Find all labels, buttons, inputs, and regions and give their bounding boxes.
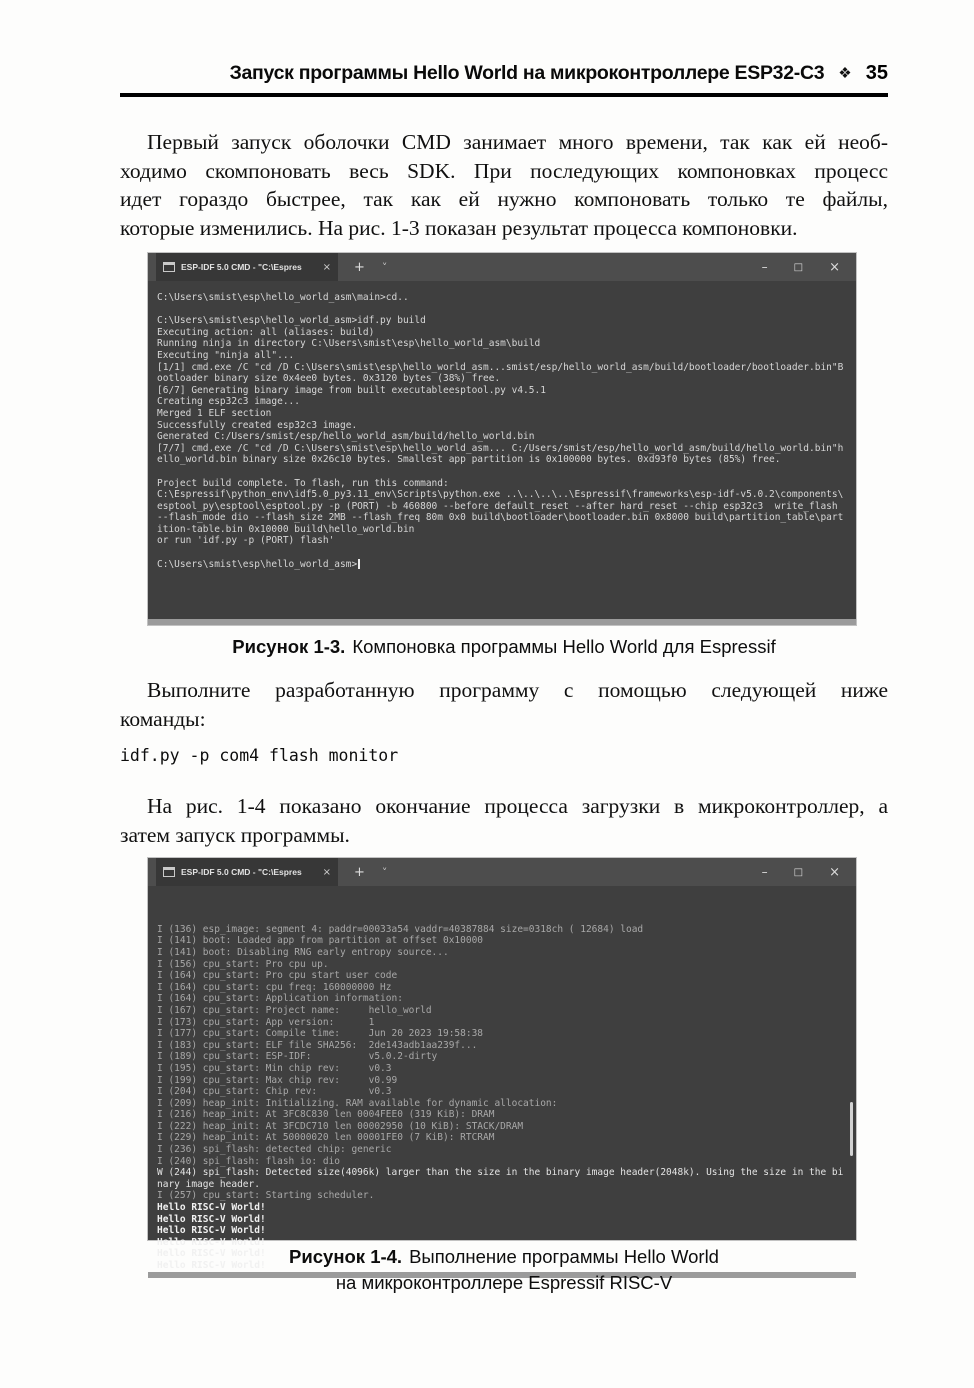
terminal-line: I (164) cpu_start: cpu freq: 160000000 Hz [157,981,392,993]
tab-title: ESP-IDF 5.0 CMD - "C:\Espres [181,867,302,877]
terminal-line: I (177) cpu_start: Compile time: Jun 20 2023 19:58:38 [157,1028,484,1040]
terminal-window-build [148,253,856,625]
terminal-tab[interactable] [156,253,338,281]
maximize-icon[interactable]: □ [793,261,804,273]
terminal-line: nary image header. [157,1178,260,1190]
terminal-line: Creating esp32c3 image... [157,396,300,408]
terminal-line: I (141) boot: Loaded app from partition at offset 0x10000 [157,935,484,947]
paragraph-line: На рис. 1-4 показано окончание процесса загрузки в микроконтроллер, а [147,794,888,818]
caption-label: Рисунок 1-4. [289,1246,403,1267]
terminal-line: C:\Users\smist\esp\hello_world_asm\main>cd.. [157,292,409,303]
terminal-line [157,304,848,316]
terminal-line: Hello RISC-V World! [157,1248,266,1260]
terminal-line: Merged 1 ELF section [157,407,272,419]
tab-close-icon[interactable]: × [322,261,331,273]
paragraph-line: которые изменились. На рис. 1-3 показан результат процесса компоновки. [120,215,798,240]
terminal-line [157,466,848,478]
terminal-line: I (257) cpu_start: Starting scheduler. [157,1190,375,1202]
page-number: 35 [865,62,888,84]
terminal-line: I (240) spi_flash: flash io: dio [157,1155,341,1167]
caption-line [120,1244,888,1270]
terminal-line: I (164) cpu_start: Application information: [157,993,403,1005]
scrollbar-thumb[interactable] [850,1102,853,1156]
terminal-titlebar[interactable] [148,858,856,886]
terminal-line: I (183) cpu_start: ELF file SHA256: 2de143adb1aa239f... [157,1039,478,1051]
cmd-window-icon [163,867,175,877]
terminal-line: I (209) heap_init: Initializing. RAM available for dynamic allocation: [157,1097,558,1109]
terminal-line: Hello RISC-V World! [157,1260,266,1271]
terminal-line: I (189) cpu_start: ESP-IDF: v5.0.2-dirty [157,1051,438,1063]
page-header [120,62,888,92]
caption-text: Выполнение программы Hello World [409,1246,719,1267]
terminal-line: [7/7] cmd.exe /C "cd /D C:\Users\smist\esp\hello_world_asm... C:/Users/smist/esp/hello_world_asm/build/hello_world.bin"h [157,442,844,454]
terminal-tab[interactable] [156,858,338,886]
terminal-line: ello_world.bin binary size 0x26c10 bytes. Smallest app partition is 0x100000 bytes. 0xd93f0 bytes (85%) free. [157,454,781,466]
maximize-icon[interactable]: □ [793,866,804,878]
terminal-line: Hello RISC-V World! [157,1236,266,1248]
terminal-line: I (141) boot: Disabling RNG early entropy source... [157,946,449,958]
terminal-line: I (195) cpu_start: Min chip rev: v0.3 [157,1062,392,1074]
caption-line: на микроконтроллере Espressif RISC-V [335,1272,673,1293]
paragraph-3 [120,792,888,849]
paragraph-line: затем запуск программы. [120,822,350,847]
diamond-ornament-icon: ❖ [838,65,852,82]
text-cursor [358,559,360,569]
terminal-line: I (216) heap_init: At 3FC8C830 len 0004FEE0 (319 KiB): DRAM [157,1109,495,1121]
tab-title: ESP-IDF 5.0 CMD - "C:\Espres [181,262,302,272]
terminal-line: I (236) spi_flash: detected chip: generic [157,1144,392,1156]
terminal-line: or run 'idf.py -p (PORT) flash' [157,535,335,547]
terminal-line: Running ninja in directory C:\Users\smist\esp\hello_world_asm\build [157,338,541,350]
terminal-line: --flash_mode dio --flash_size 2MB --flash_freq 80m 0x0 build\bootloader\bootloader.bin 0x8000 build\partition_table\part [157,512,844,524]
new-tab-button[interactable]: + [354,259,365,275]
caption-text: Компоновка программы Hello World для Espressif [352,636,776,657]
terminal-output [148,886,856,1272]
paragraph-line: Выполните разработанную программу с помощью следующей ниже [147,678,888,702]
terminal-line: Project build complete. To flash, run this command: [157,477,449,489]
figure-caption-1-3 [120,634,888,660]
terminal-line: Successfully created esp32c3 image. [157,419,358,431]
window-bottom-edge [148,619,856,625]
paragraph-line: идет гораздо быстрее, так как ей нужно компоновать только те файлы, [120,187,888,212]
paragraph-2 [120,676,888,733]
terminal-line: Hello RISC-V World! [157,1225,266,1237]
terminal-line: I (222) heap_init: At 3FCDC710 len 00002950 (10 KiB): STACK/DRAM [157,1120,524,1132]
terminal-line: W (244) spi_flash: Detected size(4096k) larger than the size in the binary image header(2048k). Using the size in the bi [157,1167,844,1179]
terminal-line: ition-table.bin 0x10000 build\hello_world.bin [157,523,415,535]
terminal-line: I (167) cpu_start: Project name: hello_world [157,1004,432,1016]
terminal-line: Hello RISC-V World! [157,1213,266,1225]
close-icon[interactable]: × [829,864,840,880]
terminal-line: Executing "ninja all"... [157,349,295,361]
terminal-output [148,281,856,619]
terminal-line: esptool_py\esptool\esptool.py -p (PORT) -b 460800 --before default_reset --after hard_reset --chip esp32c3 write_flash [157,500,838,512]
tab-dropdown-icon[interactable]: ˅ [381,865,388,879]
terminal-titlebar[interactable] [148,253,856,281]
terminal-line: [6/7] Generating binary image from built executableesptool.py v4.5.1 [157,384,546,396]
paragraph-1 [120,128,888,242]
terminal-line: I (164) cpu_start: Pro cpu start user code [157,970,398,982]
terminal-line: Hello RISC-V World! [157,1202,266,1214]
new-tab-button[interactable]: + [354,864,365,880]
minimize-icon[interactable]: – [761,260,768,274]
tab-dropdown-icon[interactable]: ˅ [381,260,388,274]
paragraph-line: ходимо скомпоновать весь SDK. При последующих компоновках процесс [120,158,888,183]
header-title: Запуск программы Hello World на микроконтроллере ESP32-C3 [229,62,825,84]
paragraph-line: Первый запуск оболочки CMD занимает много времени, так как ей необ- [147,130,888,154]
terminal-line: I (156) cpu_start: Pro cpu up. [157,958,329,970]
terminal-line: ootloader binary size 0x4ee0 bytes. 0x3120 bytes (38%) free. [157,373,501,385]
terminal-line: Generated C:/Users/smist/esp/hello_world_asm/build/hello_world.bin [157,431,535,443]
terminal-line: C:\Espressif\python_env\idf5.0_py3.11_env\Scripts\python.exe ..\..\..\..\Espressif\frameworks\esp-idf-v5.0.2\components\ [157,489,844,501]
figure-caption-1-4 [120,1244,888,1296]
tab-close-icon[interactable]: × [322,866,331,878]
terminal-line: C:\Users\smist\esp\hello_world_asm>idf.py build [157,315,426,327]
cmd-window-icon [163,262,175,272]
command-code-line: idf.py -p com4 flash monitor [120,746,399,765]
terminal-line [157,547,848,559]
terminal-line: C:\Users\smist\esp\hello_world_asm> [157,559,848,571]
terminal-line: Executing action: all (aliases: build) [157,326,375,338]
close-icon[interactable]: × [829,259,840,275]
header-rule [120,93,888,97]
window-controls [762,260,840,275]
terminal-line: I (229) heap_init: At 50000020 len 00001FE0 (7 KiB): RTCRAM [157,1132,495,1144]
terminal-line: I (199) cpu_start: Max chip rev: v0.99 [157,1074,398,1086]
paragraph-line: команды: [120,706,206,731]
terminal-line: [1/1] cmd.exe /C "cd /D C:\Users\smist\esp\hello_world_asm...smist/esp/hello_world_asm/build/bootloader/bootloader.bin"B [157,361,844,373]
terminal-line: I (136) esp_image: segment 4: paddr=00033a54 vaddr=40387884 size=0318ch ( 12684) load [157,923,644,935]
terminal-line: I (204) cpu_start: Chip rev: v0.3 [157,1086,392,1098]
terminal-line: I (173) cpu_start: App version: 1 [157,1016,375,1028]
minimize-icon[interactable]: – [761,865,768,879]
caption-label: Рисунок 1-3. [232,636,346,657]
window-controls [762,865,840,880]
